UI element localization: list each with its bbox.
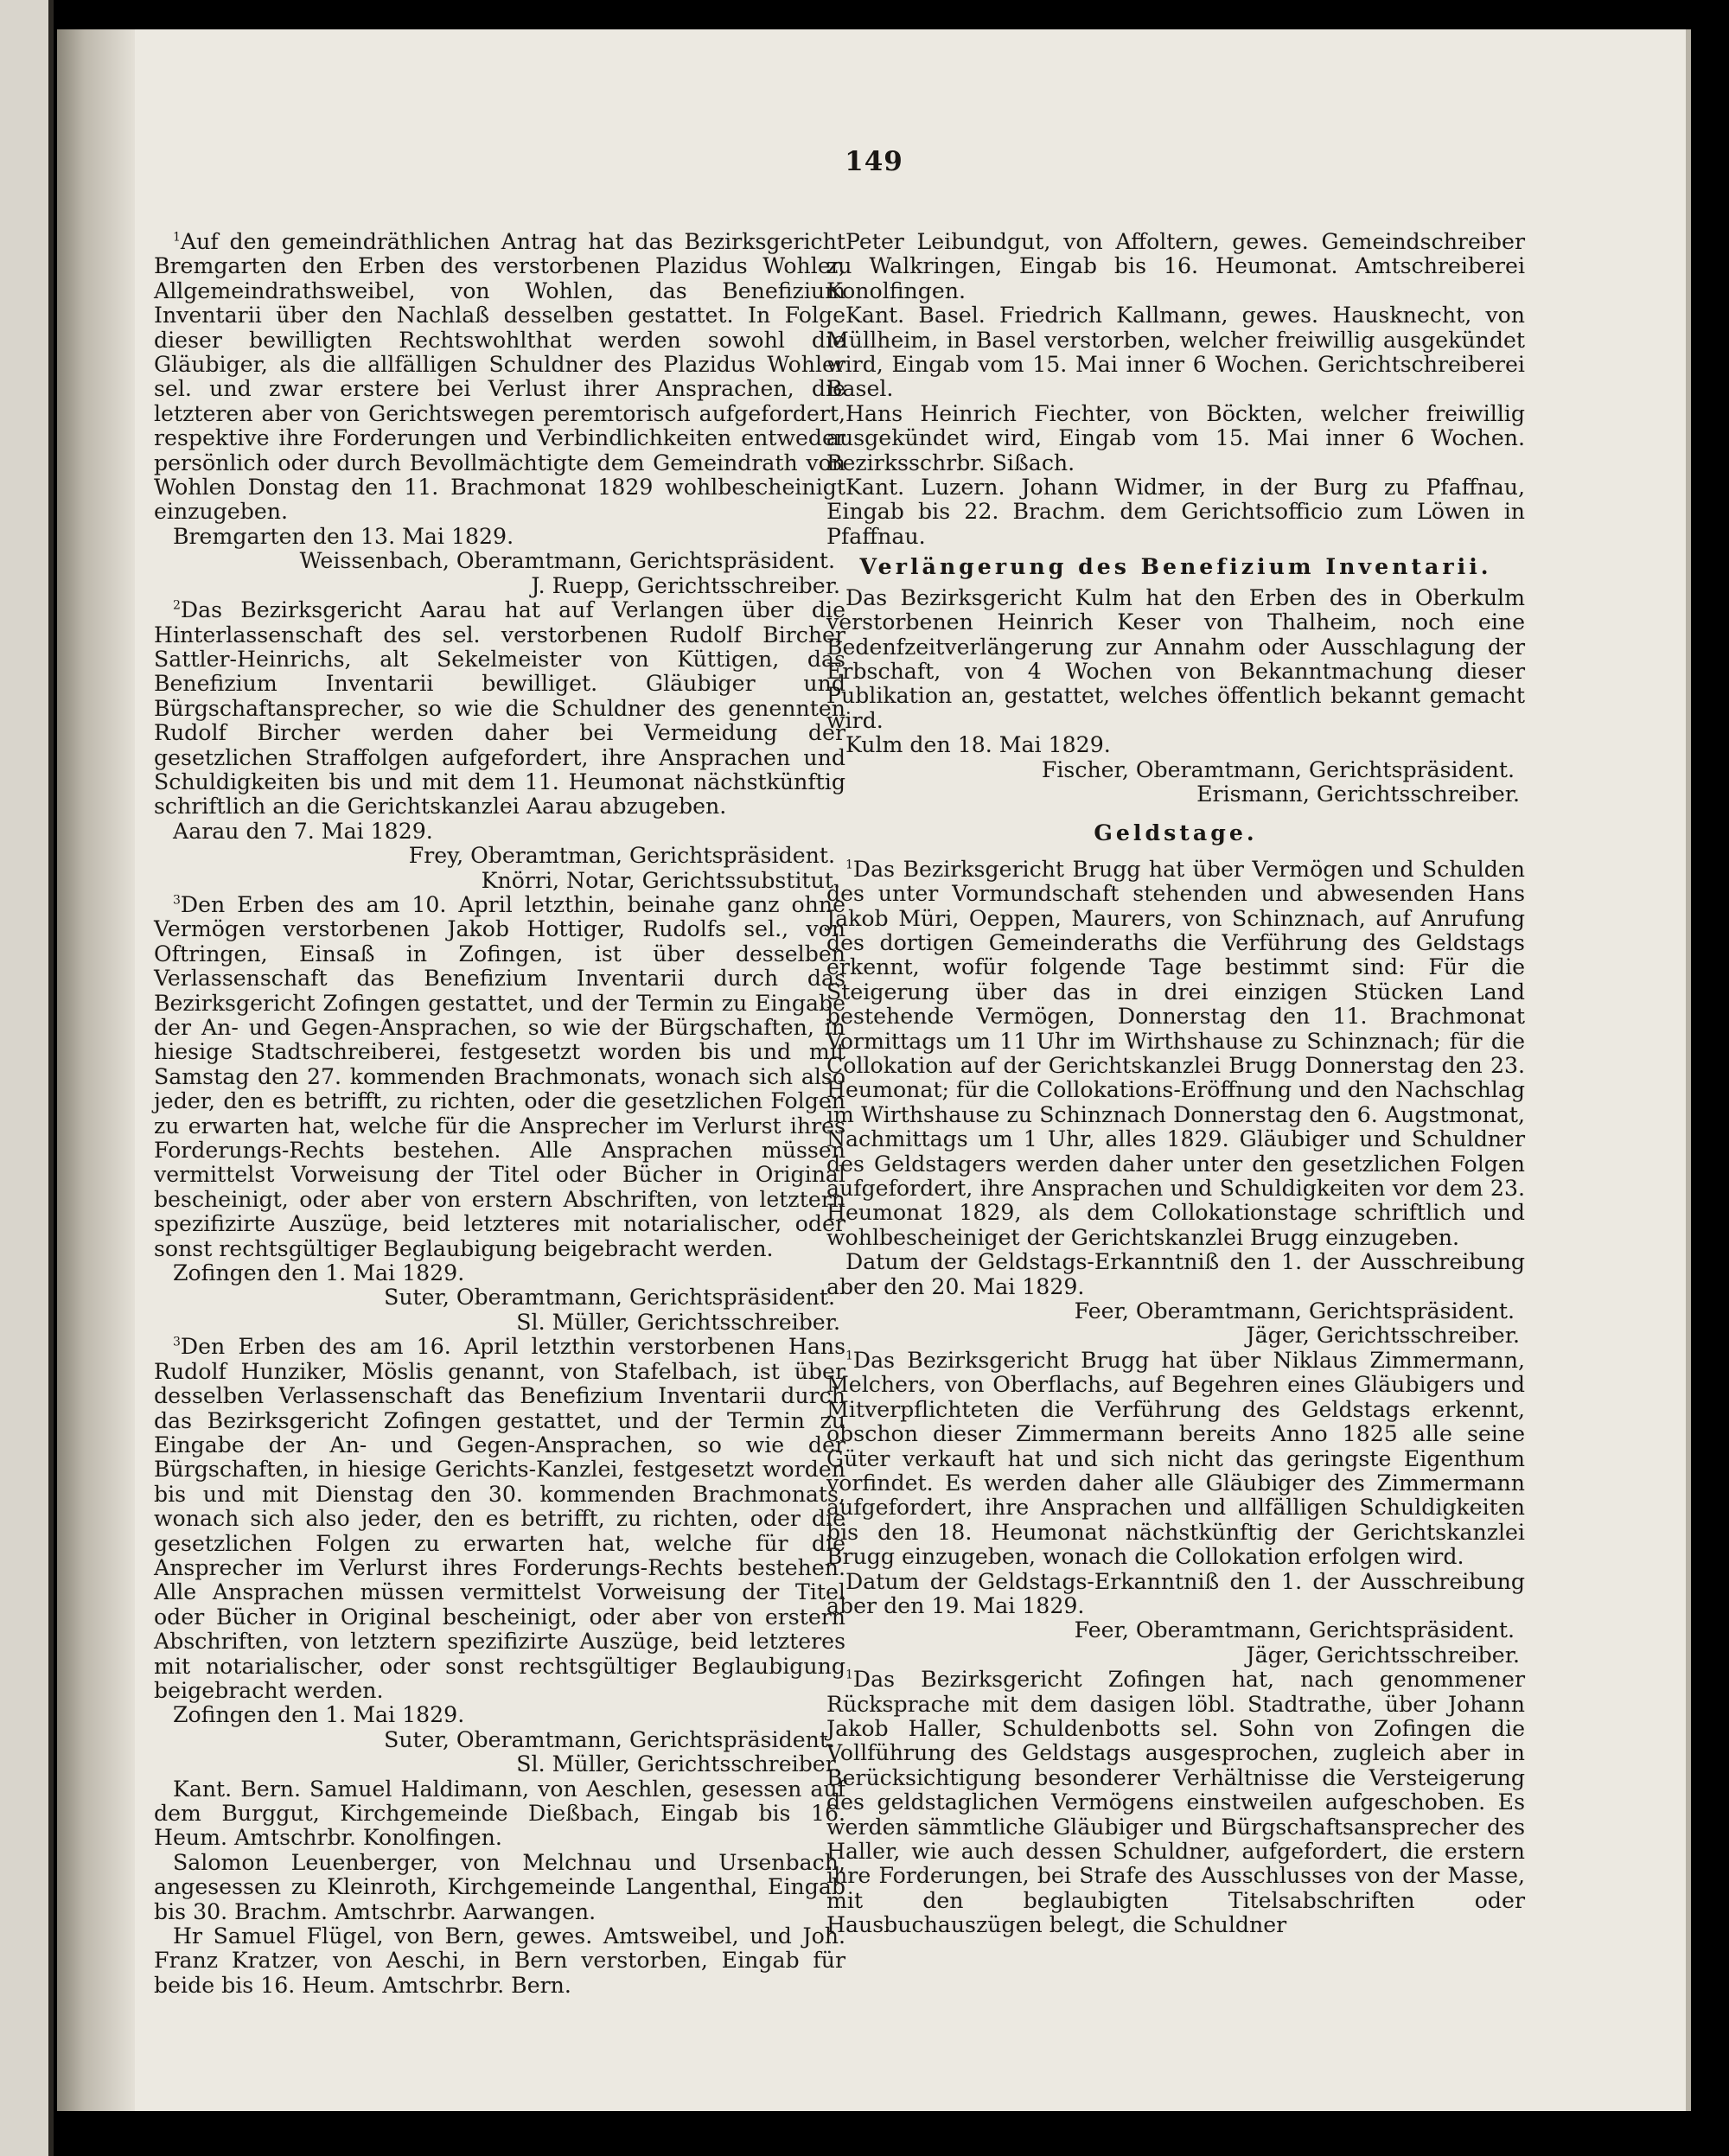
signature-official: Fischer, Oberamtmann, Gerichtspräsident. <box>1041 756 1515 782</box>
notice-text: Auf den gemeindräthlichen Antrag hat das Bezirksgericht Bremgarten den Erben des verstorbenen Plazidus Wohler, Allgemeindrathsweibel, von Wohlen, das Benefizium Inventarii über den Nachlaß desselben gestattet. In Folge dieser bewilligten Rechtswohlthat werden sowohl die Gläubiger, als die allfälligen Schuldner des Plazidus Wohler sel. und zwar erstere bei Verlust ihrer Ansprachen, die letzteren aber von Gerichtswegen peremtorisch aufgefordert, respektive ihre Forderungen und Verbindlichkeiten entweder persönlich oder durch Bevollmächtigte dem Gemeindrath von Wohlen Donstag den 11. Brachmonat 1829 wohlbescheinigt einzugeben. <box>154 229 845 525</box>
signature-official: Feer, Oberamtmann, Gerichtspräsident. <box>1074 1298 1515 1324</box>
right-column <box>826 230 1525 1938</box>
notice-marker: 3 <box>173 1335 181 1349</box>
signature-official: Frey, Oberamtman, Gerichtspräsident. <box>408 843 835 869</box>
notice-marker: 2 <box>173 598 181 613</box>
notice-text: Das Bezirksgericht Brugg hat über Niklaus Zimmermann, Melchers, von Oberflachs, auf Begehren eines Gläubigers und Mitverpflichteten die Verführung des Geldstags erkennt, obschon dieser Zimmermann bereits Anno 1825 alle seine Güter verkauft hat und sich nicht das geringste Eigenthum vorfindet. Es werden daher alle Gläubiger des Zimmermann aufgefordert, ihre Ansprachen und allfälligen Schuldigkeiten bis den 18. Heumonat nächstkünftig der Gerichtskanzlei Brugg einzugeben, wonach die Collokation erfolgen wird. <box>826 1347 1525 1570</box>
notice-paragraph <box>826 1250 1525 1299</box>
page-spine-shadow <box>57 29 135 2111</box>
page-number: 149 <box>845 146 903 177</box>
notice-text: Das Bezirksgericht Brugg hat über Vermögen und Schulden des unter Vormundschaft stehenden und abwesenden Hans Jakob Müri, Oeppen, Maurers, von Schinznach, auf Anrufung des dortigen Gemeinderaths die Verführung des Geldstags erkennt, wofür folgende Tage bestimmt sind: Für die Steigerung über das in drei einzigen Stücken Land bestehende Vermögen, Donnerstag den 11. Brachmonat Vormittags um 11 Uhr im Wirthshause zu Schinznach; für die Collokation auf der Gerichtskanzlei Brugg Donnerstag den 23. Heumonat; für die Collokations-Eröffnung und den Nachschlag im Wirthshause zu Schinznach Donnerstag den 6. Augstmonat, Nachmittags um 1 Uhr, alles 1829. Gläubiger und Schuldner des Geldstagers werden daher unter den gesetzlichen Folgen aufgefordert, ihre Ansprachen und Schuldigkeiten vor dem 23. Heumonat 1829, als dem Collokationstage schriftlich und wohlbescheiniget der Gerichtskanzlei Brugg einzugeben. <box>826 856 1525 1250</box>
place-date-line: Kulm den 18. Mai 1829. <box>845 732 1111 758</box>
signature-clerk: Jäger, Gerichtsschreiber. <box>1246 1323 1520 1349</box>
notice-text: Hans Heinrich Fiechter, von Böckten, welcher freiwillig ausgekündet wird, Eingab vom 15. Mai inner 6 Wochen. Bezirksschrbr. Sißach. <box>826 400 1525 475</box>
notice-text: Das Bezirksgericht Zofingen hat, nach genommener Rücksprache mit dem dasigen löbl. Stadtrathe, über Johann Jakob Haller, Schuldenbotts sel. Sohn von Zofingen die Vollführung des Geldstags ausgesprochen, zugleich aber in Berücksichtigung besonderer Verhältnisse die Versteigerung des geldstaglichen Vermögens einstweilen aufgeschoben. Es werden sämmtliche Gläubiger und Bürgschaftsansprecher des Haller, wie auch dessen Schuldner, aufgefordert, die erstern ihre Forderungen, bei Strafe des Ausschlusses von der Masse, mit den beglaubigten Titelsabschriften oder Hausbuchauszügen belegt, die Schuldner <box>826 1667 1525 1938</box>
notice-paragraph <box>154 230 845 525</box>
signature-clerk: Knörri, Notar, Gerichtssubstitut. <box>481 867 840 893</box>
notice-paragraph <box>154 1777 845 1851</box>
place-date-line: Zofingen den 1. Mai 1829. <box>173 1260 465 1286</box>
signature-clerk: Sl. Müller, Gerichtsschreiber. <box>516 1309 840 1335</box>
left-column <box>154 230 845 1998</box>
notice-text: Kant. Basel. Friedrich Kallmann, gewes. Hausknecht, von Müllheim, in Basel verstorben, welcher freiwillig ausgekündet wird, Eingab vom 15. Mai inner 6 Wochen. Gerichtschreiberei Basel. <box>826 303 1525 402</box>
notice-text: Den Erben des am 16. April letzthin verstorbenen Hans Rudolf Hunziker, Möslis genannt, von Stafelbach, ist über desselben Verlassenschaft das Benefizium Inventarii durch das Bezirksgericht Zofingen gestattet, und der Termin zu Eingabe der An- und Gegen-Ansprachen, so wie der Bürgschaften, in hiesige Gerichts-Kanzlei, festgesetzt worden bis und mit Dienstag den 30. kommenden Brachmonats, wonach sich also jeder, den es betrifft, zu richten, oder die gesetzlichen Folgen zu erwarten hat, welche für die Ansprecher im Verlurst ihres Forderungs-Rechts bestehen. Alle Ansprachen müssen vermittelst Vorweisung der Titel oder Bücher in Original bescheinigt, oder aber von erstern Abschriften, von letztern spezifizirte Auszüge, beid letzteres mit notarialischer, oder sonst rechtsgültiger Beglaubigung beigebracht werden. <box>154 1334 845 1703</box>
place-date-line: Zofingen den 1. Mai 1829. <box>173 1702 465 1728</box>
newspaper-page <box>57 29 1691 2111</box>
signature-clerk: J. Ruepp, Gerichtsschreiber. <box>531 572 840 598</box>
notice-text: Das Bezirksgericht Kulm hat den Erben des in Oberkulm verstorbenen Heinrich Keser von Thalheim, noch eine Bedenfzeitverlängerung zur Annahm oder Ausschlagung der Erbschaft, von 4 Wochen von Bekanntmachung dieser Publikation an, gestattet, welches öffentlich bekannt gemacht wird. <box>826 584 1525 733</box>
notice-paragraph <box>826 402 1525 475</box>
notice-paragraph <box>154 893 845 1261</box>
notice-text: Das Bezirksgericht Aarau hat auf Verlangen über die Hinterlassenschaft des sel. verstorbenen Rudolf Bircher Sattler-Heinrichs, alt Sekelmeister von Küttigen, das Benefizium Inventarii bewilliget. Gläubiger und Bürgschaftansprecher, so wie die Schuldner des genennten Rudolf Bircher werden daher bei Vermeidung der gesetzlichen Straffolgen aufgefordert, ihre Ansprachen und Schuldigkeiten bis und mit dem 11. Heumonat nächstkünftig schriftlich an die Gerichtskanzlei Aarau abzugeben. <box>154 597 845 820</box>
signature-official: Suter, Oberamtmann, Gerichtspräsident. <box>384 1285 835 1311</box>
notice-paragraph <box>826 230 1525 303</box>
signature-clerk: Jäger, Gerichtsschreiber. <box>1246 1642 1520 1668</box>
notice-marker: 1 <box>845 1349 853 1363</box>
notice-paragraph <box>154 1924 845 1998</box>
notice-text: Datum der Geldstags-Erkanntniß den 1. der Ausschreibung aber den 19. Mai 1829. <box>826 1568 1525 1618</box>
notice-paragraph <box>826 303 1525 402</box>
notice-paragraph <box>826 1349 1525 1570</box>
signature-official: Weissenbach, Oberamtmann, Gerichtspräsident. <box>299 548 835 574</box>
signature-clerk: Sl. Müller, Gerichtsschreiber. <box>516 1751 840 1777</box>
place-date-line: Bremgarten den 13. Mai 1829. <box>173 523 514 549</box>
section-heading: Verlängerung des Benefizium Inventarii. <box>859 553 1492 580</box>
page-edge <box>1686 29 1691 2111</box>
notice-paragraph <box>154 1335 845 1703</box>
signature-official: Suter, Oberamtmann, Gerichtspräsident. <box>384 1726 835 1752</box>
notice-paragraph <box>826 475 1525 549</box>
notice-text: Kant. Luzern. Johann Widmer, in der Burg zu Pfaffnau, Eingab bis 22. Brachm. dem Gerichtsofficio zum Löwen in Pfaffnau. <box>826 475 1525 549</box>
notice-marker: 1 <box>845 858 853 872</box>
notice-marker: 1 <box>173 230 181 245</box>
section-heading: Geldstage. <box>1094 820 1258 846</box>
notice-marker: 1 <box>845 1668 853 1682</box>
notice-text: Kant. Bern. Samuel Haldimann, von Aeschlen, gesessen auf dem Burggut, Kirchgemeinde Dießbach, Eingab bis 16. Heum. Amtschrbr. Konolfingen. <box>154 1776 845 1851</box>
notice-paragraph <box>154 1851 845 1924</box>
scan-border-left <box>0 0 54 2156</box>
signature-official: Feer, Oberamtmann, Gerichtspräsident. <box>1074 1617 1515 1643</box>
notice-marker: 3 <box>173 893 181 908</box>
notice-text: Salomon Leuenberger, von Melchnau und Ursenbach, angesessen zu Kleinroth, Kirchgemeinde Langenthal, Eingab bis 30. Brachm. Amtschrbr. Aarwangen. <box>154 1849 845 1924</box>
notice-paragraph <box>826 1668 1525 1937</box>
notice-paragraph <box>154 598 845 820</box>
notice-text: Datum der Geldstags-Erkanntniß den 1. der Ausschreibung aber den 20. Mai 1829. <box>826 1249 1525 1299</box>
notice-paragraph <box>826 858 1525 1251</box>
notice-paragraph <box>826 1570 1525 1619</box>
notice-text: Peter Leibundgut, von Affoltern, gewes. Gemeindschreiber zu Walkringen, Eingab bis 16. Heumonat. Amtschreiberei Konolfingen. <box>826 229 1525 303</box>
notice-text: Den Erben des am 10. April letzthin, beinahe ganz ohne Vermögen verstorbenen Jakob Hottiger, Rudolfs sel., von Oftringen, Einsaß in Zofingen, ist über desselben Verlassenschaft das Benefizium Inventarii durch das Bezirksgericht Zofingen gestattet, und der Termin zu Eingabe der An- und Gegen-Ansprachen, so wie der Bürgschaften, in hiesige Stadtschreiberei, festgesetzt worden bis und mit Samstag den 27. kommenden Brachmonats, wonach sich also jeder, den es betrifft, zu richten, oder die gesetzlichen Folgen zu erwarten hat, welche für die Ansprecher im Verlurst ihres Forderungs-Rechts bestehen. Alle Ansprachen müssen vermittelst Vorweisung der Titel oder Bücher in Original bescheinigt, oder aber von erstern Abschriften, von letztern spezifizirte Auszüge, beid letzteres mit notarialischer, oder sonst rechtsgültiger Beglaubigung beigebracht werden. <box>154 891 845 1261</box>
notice-paragraph <box>826 586 1525 733</box>
notice-text: Hr Samuel Flügel, von Bern, gewes. Amtsweibel, und Joh. Franz Kratzer, von Aeschi, in Bern verstorben, Eingab für beide bis 16. Heum. Amtschrbr. Bern. <box>154 1923 845 1998</box>
signature-clerk: Erismann, Gerichtsschreiber. <box>1196 781 1520 807</box>
place-date-line: Aarau den 7. Mai 1829. <box>173 818 433 844</box>
